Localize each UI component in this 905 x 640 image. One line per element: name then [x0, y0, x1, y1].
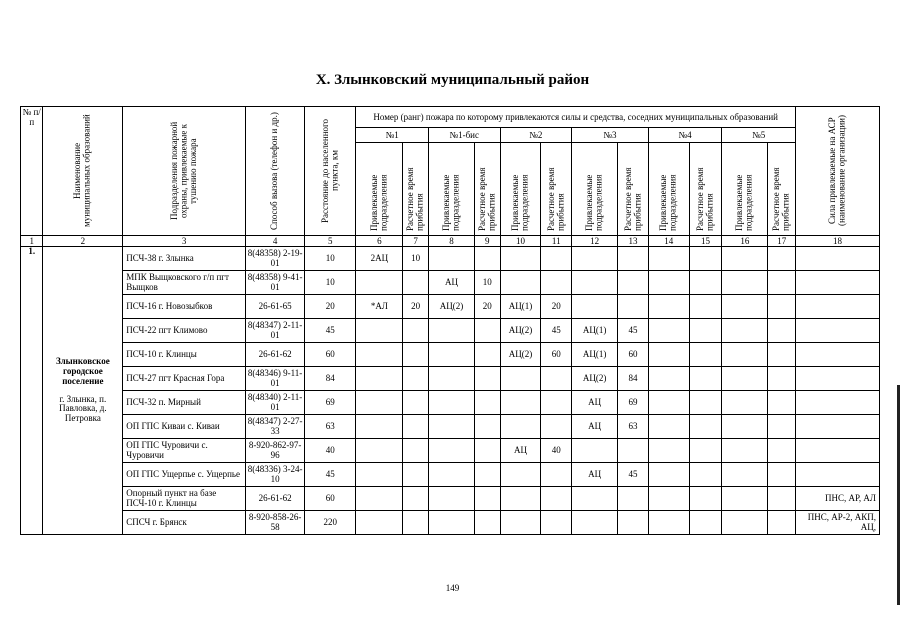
header-sub-units: Привлекаемые подразделения: [441, 174, 461, 231]
cell-col-10: АЦ(2): [500, 319, 541, 343]
cell-col-11: 60: [541, 343, 572, 367]
column-number: 7: [403, 236, 429, 247]
column-number: 13: [618, 236, 649, 247]
cell-col-11: [541, 271, 572, 295]
cell-col-9: 10: [474, 271, 500, 295]
cell-col-9: [474, 439, 500, 463]
cell-col-15: [689, 247, 722, 271]
cell-col-7: [403, 271, 429, 295]
distance: 84: [305, 367, 356, 391]
cell-col-8: [428, 391, 474, 415]
cell-col-6: [356, 439, 403, 463]
table-row: [21, 511, 880, 535]
unit-name: ОП ГПС Ущерпье с. Ущерпье: [123, 463, 246, 487]
cell-col-11: [541, 487, 572, 511]
cell-col-10: [500, 511, 541, 535]
distance: 63: [305, 415, 356, 439]
cell-col-16: [722, 319, 768, 343]
unit-name: ОП ГПС Киваи с. Киваи: [123, 415, 246, 439]
header-rank-1: №1: [356, 128, 429, 143]
cell-col-16: [722, 463, 768, 487]
cell-col-11: [541, 367, 572, 391]
cell-col-6: *АЛ: [356, 295, 403, 319]
cell-col-8: [428, 319, 474, 343]
cell-col-14: [648, 295, 689, 319]
cell-col-14: [648, 439, 689, 463]
cell-col-17: [768, 343, 796, 367]
cell-col-18: [796, 247, 880, 271]
column-number: 4: [245, 236, 304, 247]
cell-col-10: [500, 391, 541, 415]
table-row: [21, 367, 880, 391]
column-number: 14: [648, 236, 689, 247]
cell-col-16: [722, 295, 768, 319]
cell-col-13: [618, 271, 649, 295]
column-number: 8: [428, 236, 474, 247]
table-row: [21, 319, 880, 343]
unit-name: ПСЧ-16 г. Новозыбков: [123, 295, 246, 319]
header-sub-time: Расчетное время прибытия: [405, 167, 425, 231]
cell-col-12: [572, 271, 618, 295]
cell-col-18: [796, 391, 880, 415]
cell-col-12: АЦ(1): [572, 319, 618, 343]
cell-col-6: [356, 271, 403, 295]
header-call: Способ вызова (телефон и др.): [269, 112, 280, 230]
cell-col-10: [500, 247, 541, 271]
cell-col-14: [648, 271, 689, 295]
unit-name: ПСЧ-38 г. Злынка: [123, 247, 246, 271]
cell-col-9: [474, 487, 500, 511]
cell-col-9: [474, 367, 500, 391]
cell-col-12: АЦ: [572, 415, 618, 439]
cell-col-16: [722, 271, 768, 295]
cell-col-16: [722, 367, 768, 391]
cell-col-10: АЦ(2): [500, 343, 541, 367]
header-sub-time: Расчетное время прибытия: [695, 167, 715, 231]
cell-col-12: АЦ: [572, 463, 618, 487]
cell-col-11: 20: [541, 295, 572, 319]
cell-col-11: [541, 247, 572, 271]
column-number: 11: [541, 236, 572, 247]
header-distance: Расстояние до населенного пункта, км: [319, 119, 340, 223]
column-number: 15: [689, 236, 722, 247]
cell-col-16: [722, 487, 768, 511]
distance: 10: [305, 247, 356, 271]
row-number: 1.: [21, 247, 43, 535]
cell-col-8: [428, 487, 474, 511]
cell-col-16: [722, 415, 768, 439]
call-method: 8(48347) 2-11-01: [245, 319, 304, 343]
cell-col-8: [428, 463, 474, 487]
page-number: 149: [445, 583, 460, 593]
cell-col-13: [618, 295, 649, 319]
scan-edge-mark: [897, 385, 900, 605]
cell-col-15: [689, 463, 722, 487]
unit-name: ПСЧ-32 п. Мирный: [123, 391, 246, 415]
cell-col-15: [689, 271, 722, 295]
column-number: 10: [500, 236, 541, 247]
cell-col-13: 60: [618, 343, 649, 367]
cell-col-13: [618, 439, 649, 463]
cell-col-10: [500, 487, 541, 511]
cell-col-7: [403, 415, 429, 439]
call-method: 26-61-62: [245, 343, 304, 367]
column-number: 2: [43, 236, 123, 247]
cell-col-10: [500, 415, 541, 439]
cell-col-6: [356, 319, 403, 343]
header-sub-units: Привлекаемые подразделения: [368, 174, 389, 231]
cell-col-13: 45: [618, 463, 649, 487]
unit-name: ПСЧ-10 г. Клинцы: [123, 343, 246, 367]
header-fire-rank: Номер (ранг) пожара по которому привлекаются силы и средства, соседних муниципальных образований: [356, 107, 796, 128]
cell-col-8: [428, 367, 474, 391]
cell-col-14: [648, 319, 689, 343]
cell-col-12: [572, 511, 618, 535]
cell-col-18: [796, 463, 880, 487]
cell-col-15: [689, 343, 722, 367]
column-number: 16: [722, 236, 768, 247]
cell-col-18: [796, 439, 880, 463]
cell-col-17: [768, 295, 796, 319]
cell-col-17: [768, 367, 796, 391]
cell-col-18: [796, 367, 880, 391]
header-asr: Сила привлекаемые на АСР (наименование организации): [827, 115, 847, 227]
distance: 69: [305, 391, 356, 415]
cell-col-9: [474, 415, 500, 439]
cell-col-18: ПНС, АР, АЛ: [796, 487, 880, 511]
column-number: 17: [768, 236, 796, 247]
cell-col-10: [500, 271, 541, 295]
cell-col-9: [474, 319, 500, 343]
cell-col-13: [618, 511, 649, 535]
cell-col-8: АЦ(2): [428, 295, 474, 319]
cell-col-18: [796, 271, 880, 295]
cell-col-12: АЦ(1): [572, 343, 618, 367]
unit-name: ОП ГПС Чуровичи с. Чуровичи: [123, 439, 246, 463]
cell-col-7: [403, 319, 429, 343]
header-sub-units: Привлекаемые подразделения: [584, 174, 604, 231]
cell-col-17: [768, 271, 796, 295]
cell-col-15: [689, 511, 722, 535]
distance: 40: [305, 439, 356, 463]
cell-col-12: [572, 295, 618, 319]
cell-col-10: АЦ(1): [500, 295, 541, 319]
distance: 60: [305, 487, 356, 511]
cell-col-18: [796, 343, 880, 367]
cell-col-12: [572, 439, 618, 463]
cell-col-11: [541, 463, 572, 487]
cell-col-7: 10: [403, 247, 429, 271]
cell-col-16: [722, 439, 768, 463]
cell-col-6: [356, 511, 403, 535]
header-sub-units: Привлекаемые подразделения: [658, 174, 678, 231]
cell-col-13: 45: [618, 319, 649, 343]
cell-col-15: [689, 439, 722, 463]
cell-col-12: [572, 247, 618, 271]
unit-name: Опорный пункт на базе ПСЧ-10 г. Клинцы: [123, 487, 246, 511]
table-row: [21, 415, 880, 439]
cell-col-14: [648, 343, 689, 367]
cell-col-9: [474, 391, 500, 415]
column-number: 1: [21, 236, 43, 247]
table-row: [21, 271, 880, 295]
table-row: [21, 391, 880, 415]
cell-col-11: [541, 415, 572, 439]
cell-col-13: [618, 247, 649, 271]
call-method: 8(48346) 9-11-01: [245, 367, 304, 391]
unit-name: СПСЧ г. Брянск: [123, 511, 246, 535]
cell-col-14: [648, 247, 689, 271]
cell-col-9: [474, 247, 500, 271]
cell-col-12: АЦ(2): [572, 367, 618, 391]
header-sub-time: Расчетное время прибытия: [771, 167, 791, 231]
header-rank-4: №4: [648, 128, 722, 143]
cell-col-15: [689, 295, 722, 319]
cell-col-17: [768, 487, 796, 511]
document-title: X. Злынковский муниципальный район: [315, 72, 590, 88]
cell-col-6: [356, 415, 403, 439]
cell-col-8: [428, 343, 474, 367]
cell-col-7: [403, 439, 429, 463]
cell-col-16: [722, 511, 768, 535]
cell-col-17: [768, 247, 796, 271]
call-method: 8-920-862-97-96: [245, 439, 304, 463]
table-row: [21, 439, 880, 463]
cell-col-13: 84: [618, 367, 649, 391]
cell-col-7: [403, 511, 429, 535]
table-row: [21, 487, 880, 511]
header-rank-1bis: №1-бис: [428, 128, 500, 143]
table-row: [21, 295, 880, 319]
call-method: 8(48336) 3-24-10: [245, 463, 304, 487]
cell-col-9: 20: [474, 295, 500, 319]
cell-col-10: [500, 463, 541, 487]
cell-col-16: [722, 391, 768, 415]
table-row: [21, 247, 880, 271]
cell-col-8: [428, 439, 474, 463]
cell-col-7: 20: [403, 295, 429, 319]
cell-col-11: [541, 391, 572, 415]
cell-col-7: [403, 487, 429, 511]
cell-col-7: [403, 463, 429, 487]
cell-col-7: [403, 391, 429, 415]
cell-col-12: [572, 487, 618, 511]
cell-col-15: [689, 367, 722, 391]
column-number: 12: [572, 236, 618, 247]
cell-col-6: [356, 367, 403, 391]
cell-col-17: [768, 391, 796, 415]
cell-col-18: [796, 319, 880, 343]
cell-col-7: [403, 367, 429, 391]
cell-col-17: [768, 511, 796, 535]
header-rank-2: №2: [500, 128, 572, 143]
cell-col-8: [428, 247, 474, 271]
distance: 60: [305, 343, 356, 367]
header-rank-3: №3: [572, 128, 649, 143]
cell-col-13: [618, 487, 649, 511]
call-method: 26-61-62: [245, 487, 304, 511]
cell-col-15: [689, 487, 722, 511]
unit-name: МПК Выщковского г/п пгт Выщков: [123, 271, 246, 295]
cell-col-11: [541, 511, 572, 535]
call-method: 8(48340) 2-11-01: [245, 391, 304, 415]
header-sub-time: Расчетное время прибытия: [622, 167, 642, 231]
unit-name: ПСЧ-27 пгт Красная Гора: [123, 367, 246, 391]
header-sub-units: Привлекаемые подразделения: [734, 174, 754, 231]
cell-col-16: [722, 343, 768, 367]
cell-col-6: [356, 463, 403, 487]
header-sub-time: Расчетное время прибытия: [476, 167, 497, 231]
table-row: [21, 463, 880, 487]
cell-col-13: 69: [618, 391, 649, 415]
cell-col-14: [648, 391, 689, 415]
cell-col-18: [796, 415, 880, 439]
cell-col-7: [403, 343, 429, 367]
cell-col-6: [356, 343, 403, 367]
cell-col-15: [689, 415, 722, 439]
distance: 20: [305, 295, 356, 319]
column-number: 3: [123, 236, 246, 247]
column-number: 18: [796, 236, 880, 247]
unit-name: ПСЧ-22 пгт Климово: [123, 319, 246, 343]
cell-col-18: ПНС, АР-2, АКП, АЦ,: [796, 511, 880, 535]
cell-col-17: [768, 319, 796, 343]
cell-col-9: [474, 463, 500, 487]
distance: 45: [305, 319, 356, 343]
cell-col-18: [796, 295, 880, 319]
cell-col-15: [689, 319, 722, 343]
municipality-name: Злынковское городское поселение: [55, 355, 110, 386]
column-number: 6: [356, 236, 403, 247]
cell-col-17: [768, 415, 796, 439]
cell-col-10: [500, 367, 541, 391]
cell-col-8: АЦ: [428, 271, 474, 295]
cell-col-17: [768, 439, 796, 463]
column-number: 9: [474, 236, 500, 247]
municipality-places: г. Злынка, п. Павловка, д. Петровка: [59, 393, 107, 424]
table-row: [21, 343, 880, 367]
header-sub-time: Расчетное время прибытия: [545, 167, 566, 231]
header-rank-5: №5: [722, 128, 796, 143]
header-sub-units: Привлекаемые подразделения: [510, 174, 530, 231]
cell-col-17: [768, 463, 796, 487]
cell-col-13: 63: [618, 415, 649, 439]
cell-col-14: [648, 367, 689, 391]
cell-col-9: [474, 511, 500, 535]
distance: 45: [305, 463, 356, 487]
distance: 10: [305, 271, 356, 295]
cell-col-16: [722, 247, 768, 271]
cell-col-11: 45: [541, 319, 572, 343]
cell-col-10: АЦ: [500, 439, 541, 463]
cell-col-14: [648, 463, 689, 487]
call-method: 8(48358) 9-41-01: [245, 271, 304, 295]
cell-col-6: [356, 487, 403, 511]
cell-col-6: 2АЦ: [356, 247, 403, 271]
cell-col-14: [648, 415, 689, 439]
call-method: 8-920-858-26-58: [245, 511, 304, 535]
call-method: 26-61-65: [245, 295, 304, 319]
cell-col-14: [648, 511, 689, 535]
distance: 220: [305, 511, 356, 535]
column-number: 5: [305, 236, 356, 247]
header-num: № п/п: [21, 107, 43, 236]
cell-col-6: [356, 391, 403, 415]
cell-col-15: [689, 391, 722, 415]
call-method: 8(48347) 2-27-33: [245, 415, 304, 439]
header-units: Подразделения пожарной охраны, привлекаемые к тушению пожара: [168, 121, 198, 221]
fire-resources-table: [20, 106, 880, 535]
cell-col-8: [428, 415, 474, 439]
cell-col-14: [648, 487, 689, 511]
municipality-cell: [43, 247, 123, 535]
cell-col-8: [428, 511, 474, 535]
cell-col-12: АЦ: [572, 391, 618, 415]
call-method: 8(48358) 2-19-01: [245, 247, 304, 271]
cell-col-9: [474, 343, 500, 367]
cell-col-11: 40: [541, 439, 572, 463]
header-municipality: Наименование муниципальных образований: [72, 114, 92, 228]
